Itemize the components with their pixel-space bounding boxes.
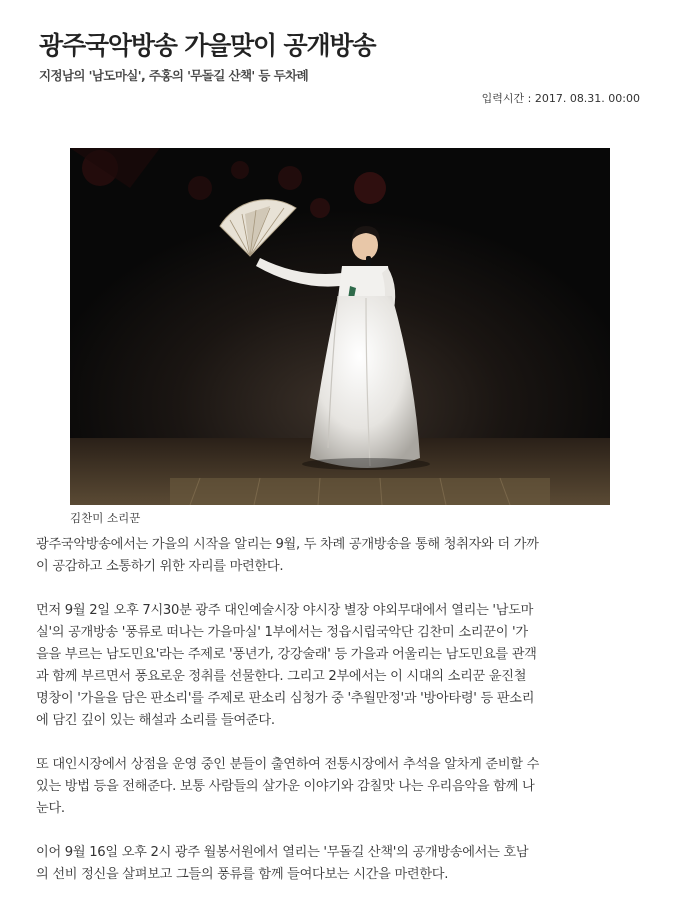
text-line: 실'의 공개방송 '풍류로 떠나는 가을마실' 1부에서는 정읍시립국악단 김찬미 소리꾼이 '가 — [36, 625, 528, 640]
paragraph — [36, 842, 646, 886]
text-line: 에 담긴 깊이 있는 해설과 소리를 들여준다. — [36, 713, 275, 728]
text-line: 또 대인시장에서 상점을 운영 중인 분들이 출연하여 전통시장에서 추석을 알차게 준비할 수 — [36, 757, 540, 772]
article-photo — [70, 148, 610, 505]
article-dateline: 입력시간 : 2017. 08.31. 00:00 — [481, 92, 640, 105]
photo-caption: 김찬미 소리꾼 — [70, 511, 141, 525]
paragraph — [36, 534, 646, 578]
paragraph — [36, 600, 646, 732]
text-line: 의 선비 정신을 살펴보고 그들의 풍류를 함께 들여다보는 시간을 마련한다. — [36, 867, 449, 882]
text-line: 이 공감하고 소통하기 위한 자리를 마련한다. — [36, 559, 284, 574]
paragraph — [36, 754, 646, 820]
article-subhead: 지정남의 '남도마실', 주홍의 '무돌길 산책' 등 두차례 — [39, 68, 309, 83]
text-line: 있는 방법 등을 전해준다. 보통 사람들의 살가운 이야기와 감칠맛 나는 우리음악을 함께 나 — [36, 779, 535, 794]
text-line: 명창이 '가을을 담은 판소리'를 주제로 판소리 심청가 중 '추월만정'과 '방아타령' 등 판소리 — [36, 691, 535, 706]
text-line: 광주국악방송에서는 가을의 시작을 알리는 9월, 두 차례 공개방송을 통해 청취자와 더 가까 — [36, 537, 539, 552]
text-line: 먼저 9월 2일 오후 7시30분 광주 대인예술시장 야시장 별장 야외무대에서 열리는 '남도마 — [36, 603, 534, 618]
text-line: 과 함께 부르면서 풍요로운 정취를 선물한다. 그리고 2부에서는 이 시대의 소리꾼 윤진철 — [36, 669, 527, 684]
text-line: 이어 9월 16일 오후 2시 광주 월봉서원에서 열리는 '무돌길 산책'의 공개방송에서는 호남 — [36, 845, 529, 860]
text-line: 을을 부르는 남도민요'라는 주제로 '풍년가, 강강술래' 등 가을과 어울리는 남도민요를 관객 — [36, 647, 537, 662]
article-body — [36, 534, 646, 908]
text-line: 눈다. — [36, 801, 65, 816]
article-headline: 광주국악방송 가을맞이 공개방송 — [39, 31, 376, 60]
